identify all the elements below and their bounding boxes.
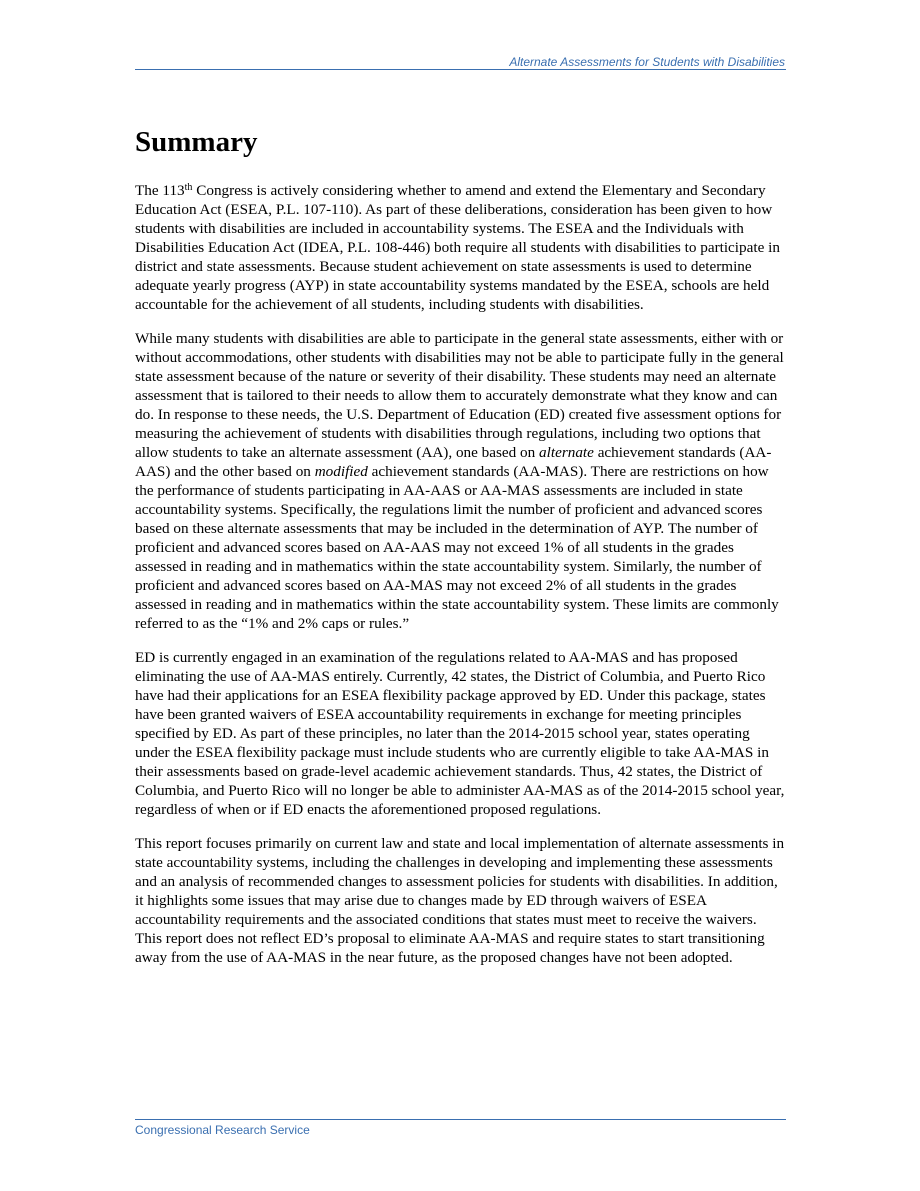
text-run: Congress is actively considering whether to amend and extend the Elementary and Secondary Education Act (ESEA, P.L. 107-110). As part of these deliberations, consideration has been given to how students with disabilities are included in accountability systems. The ESEA and the Individuals with Disabilities Education Act (IDEA, P.L. 108-446) both require all students with disabilities to participate in district and state assessments. Because student achievement on state assessments is used to determine adequate yearly progress (AYP) in state accountability systems mandated by the ESEA, schools are held accountable for the achievement of all students, including students with disabilities. — [135, 182, 780, 313]
italic-run: modified — [314, 463, 368, 480]
footer-divider — [135, 1119, 786, 1120]
italic-run: alternate — [539, 444, 594, 461]
paragraph-4 — [135, 834, 785, 967]
text-run: achievement standards (AA-MAS). There are restrictions on how the performance of students participating in AA-AAS or AA-MAS assessments are included in state accountability systems. Specifically, the regulations limit the number of proficient and advanced scores based on these alternate assessments that may be included in the determination of AYP. The number of proficient and advanced scores based on AA-AAS may not exceed 1% of all students in the grades assessed in reading and in mathematics within the state accountability system. Similarly, the number of proficient and advanced scores based on AA-MAS may not exceed 2% of all students in the grades assessed in reading and in mathematics within the state accountability system. These limits are commonly referred to as the “1% and 2% caps or rules.” — [135, 463, 779, 632]
text-run: While many students with disabilities are able to participate in the general state assessments, either with or without accommodations, other students with disabilities may not be able to participate fully in the general state assessment because of the nature or severity of their disability. These students may need an alternate assessment that is tailored to their needs to allow them to accurately demonstrate what they know and can do. In response to these needs, the U.S. Department of Education (ED) created five assessment options for measuring the achievement of students with disabilities through regulations, including two options that allow students to take an alternate assessment (AA), one based on — [135, 330, 784, 461]
running-header-title: Alternate Assessments for Students with Disabilities — [509, 55, 785, 69]
document-body — [135, 124, 785, 982]
text-run: achievement standards (AA-AAS) and the other based on — [135, 444, 772, 480]
text-run: The 113 — [135, 182, 185, 199]
text-run: This report focuses primarily on current law and state and local implementation of alternate assessments in state accountability systems, including the challenges in developing and implementing these assessments and an analysis of recommended changes to assessment policies for students with disabilities. In addition, it highlights some issues that may arise due to changes made by ED through waivers of ESEA accountability requirements and the associated conditions that states must meet to receive the waivers. This report does not reflect ED’s proposal to eliminate AA-MAS and require states to start transitioning away from the use of AA-MAS in the near future, as the proposed changes have not been adopted. — [135, 835, 785, 966]
paragraph-1 — [135, 181, 785, 314]
text-run: ED is currently engaged in an examination of the regulations related to AA-MAS and has proposed eliminating the use of AA-MAS entirely. Currently, 42 states, the District of Columbia, and Puerto Rico have had their applications for an ESEA flexibility package approved by ED. Under this package, states have been granted waivers of ESEA accountability requirements in exchange for meeting principles specified by ED. As part of these principles, no later than the 2014-2015 school year, states operating under the ESEA flexibility package must include students who are currently eligible to take AA-MAS in their assessments based on grade-level academic achievement standards. Thus, 42 states, the District of Columbia, and Puerto Rico will no longer be able to administer AA-MAS as of the 2014-2015 school year, regardless of when or if ED enacts the aforementioned proposed regulations. — [135, 649, 785, 818]
summary-heading: Summary — [135, 126, 258, 158]
footer-publisher: Congressional Research Service — [135, 1123, 310, 1137]
paragraph-2 — [135, 329, 785, 633]
superscript-run: th — [184, 182, 193, 193]
paragraph-3 — [135, 648, 785, 819]
header-divider — [135, 69, 786, 70]
